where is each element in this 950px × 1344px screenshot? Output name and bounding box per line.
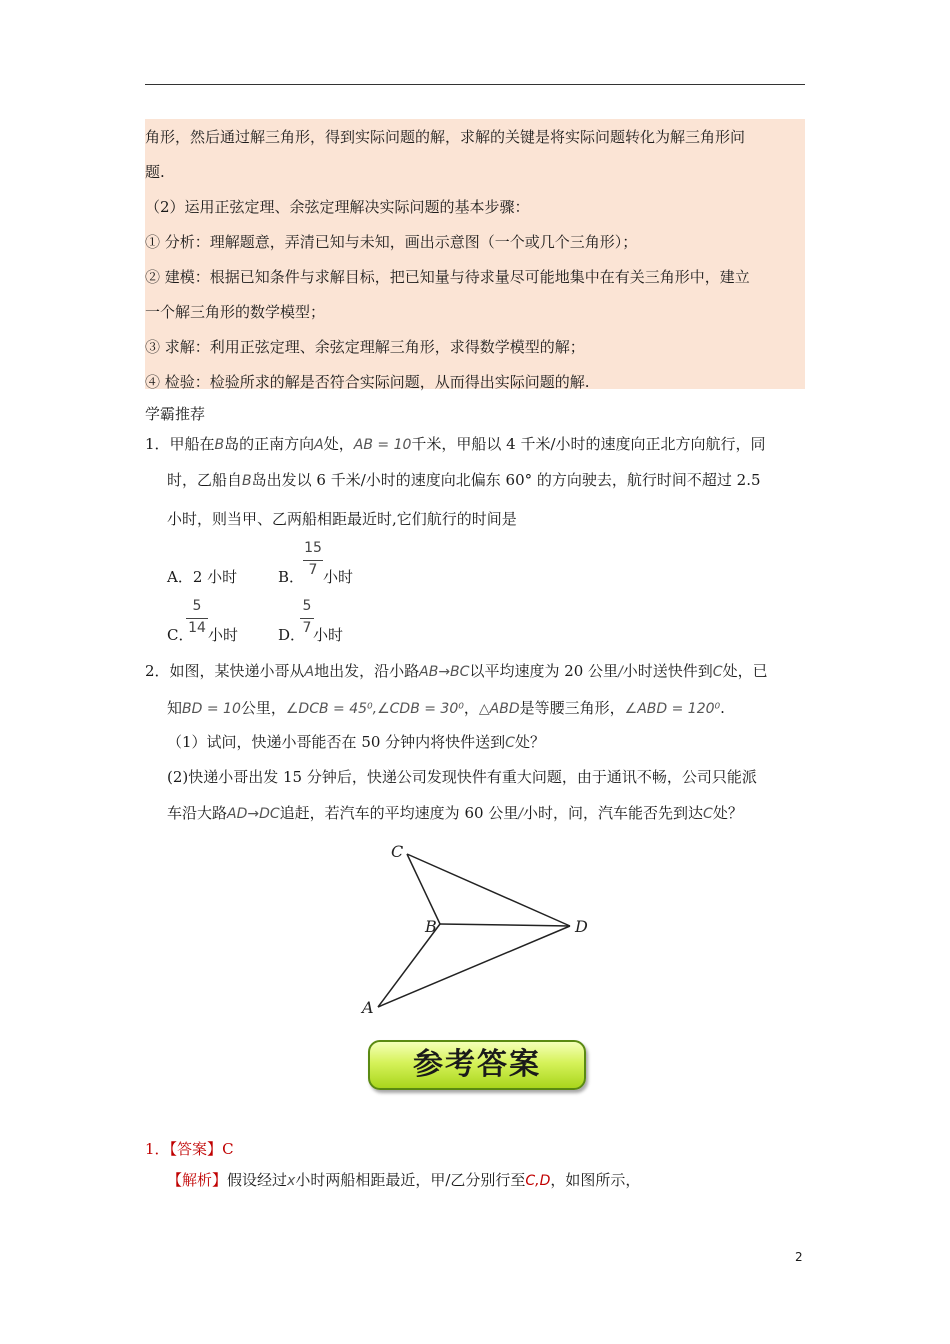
q2-text: 地出发，沿小路 <box>314 662 420 680</box>
option-d-denominator: 7 <box>302 620 312 636</box>
q2-var-c: C <box>505 735 515 751</box>
analysis-var-x: x <box>287 1173 296 1189</box>
segment-ad <box>378 926 570 1007</box>
q2-math-triangle: △ABD <box>478 701 520 717</box>
option-d-fraction-bar <box>300 618 314 619</box>
answer-value: C <box>222 1140 234 1158</box>
option-c-prefix: C． <box>167 626 194 644</box>
q2-math-abd: ∠ABD = 120⁰ <box>624 701 721 717</box>
q2-text: 追赶，若汽车的平均速度为 60 公里 <box>279 804 519 822</box>
answer-1-line <box>145 1138 234 1160</box>
method-line-4: ① 分析：理解题意，弄清已知与未知，画出示意图（一个或几个三角形）； <box>145 233 638 251</box>
segment-cd <box>407 854 570 926</box>
q2-text: 以平均速度为 20 公里 <box>469 662 619 680</box>
q2-text: 2．如图，某快递小哥从 <box>145 662 305 680</box>
method-line-1: 角形，然后通过解三角形，得到实际问题的解，求解的关键是将实际问题转化为解三角形问 <box>145 128 746 146</box>
method-line-5: ② 建模：根据已知条件与求解目标，把已知量与待求量尽可能地集中在有关三角形中，建立 <box>145 268 750 286</box>
header-rule <box>145 84 805 85</box>
q2-slash: / <box>518 806 524 822</box>
q1-var-b: B <box>214 437 225 453</box>
option-c-suffix: 小时 <box>208 626 239 644</box>
label-b: B <box>425 917 437 936</box>
q1-var-a: A <box>314 437 324 453</box>
q2-text: （1）试问，快递小哥能否在 50 分钟内将快件送到 <box>167 733 506 751</box>
q2-math-angles: ∠DCB = 45⁰,∠CDB = 30⁰ <box>285 701 464 717</box>
option-c-fraction-bar <box>186 618 208 619</box>
q2-line-2 <box>167 697 725 720</box>
analysis-tag: 【解析】 <box>167 1171 228 1189</box>
option-a: A．2 小时 <box>167 568 238 586</box>
q2-text: . <box>720 699 725 717</box>
option-d-suffix: 小时 <box>313 626 344 644</box>
analysis-text: 假设经过 <box>227 1171 288 1189</box>
q2-var-a: A <box>304 664 315 680</box>
label-c: C <box>391 842 404 861</box>
q2-math-path: AB→BC <box>419 664 470 680</box>
q2-sub-2-line-2 <box>167 802 743 825</box>
q1-text: 时，乙船自 <box>167 471 243 489</box>
q2-sub-2-line-1: (2)快递小哥出发 15 分钟后，快递公司发现快件有重大问题，由于通讯不畅，公司只能派 <box>167 768 757 786</box>
method-line-2: 题. <box>145 163 165 181</box>
option-b-prefix: B． <box>278 568 305 586</box>
q2-var-c: C <box>703 806 713 822</box>
option-d-prefix: D． <box>278 626 306 644</box>
q2-text: 车沿大路 <box>167 804 228 822</box>
option-b-fraction-bar <box>303 560 323 561</box>
q2-slash: / <box>618 664 623 680</box>
q1-text: 岛的正南方向 <box>224 435 315 453</box>
q2-line-1 <box>145 660 768 683</box>
q2-text: 处？ <box>712 804 743 822</box>
q1-math-ab: AB = 10 <box>353 437 412 453</box>
q2-text: 公里， <box>240 699 286 717</box>
method-line-7: ③ 求解：利用正弦定理、余弦定理解三角形，求得数学模型的解； <box>145 338 585 356</box>
segment-bd <box>440 924 570 926</box>
option-b-suffix: 小时 <box>323 568 354 586</box>
q2-text: 是等腰三角形， <box>519 699 625 717</box>
q2-text: 处？ <box>514 733 545 751</box>
q2-var-c: C <box>712 664 723 680</box>
q1-line-1 <box>145 433 766 456</box>
page-number: 2 <box>795 1250 803 1264</box>
geometry-diagram <box>355 835 595 1020</box>
reference-answer-button[interactable]: 参考答案 <box>368 1040 586 1090</box>
q1-line-3: 小时，则当甲、乙两船相距最近时,它们航行的时间是 <box>167 510 517 528</box>
option-b-numerator: 15 <box>304 540 322 556</box>
q2-text: 小时，问，汽车能否先到达 <box>523 804 704 822</box>
method-line-6: 一个解三角形的数学模型； <box>145 303 326 321</box>
answer-tag: 【答案】 <box>169 1140 223 1158</box>
label-d: D <box>575 917 588 936</box>
q1-text: 千米，甲船以 4 千米/小时的速度向正北方向航行，同 <box>411 435 766 453</box>
method-line-3: （2）运用正弦定理、余弦定理解决实际问题的基本步骤： <box>145 198 530 216</box>
section-title: 学霸推荐 <box>145 405 206 423</box>
option-b-denominator: 7 <box>308 562 318 578</box>
q2-text: 处，已 <box>722 662 768 680</box>
option-c-numerator: 5 <box>192 598 202 614</box>
answer-number: 1． <box>145 1140 170 1158</box>
segment-cb <box>407 854 440 924</box>
analysis-text: ，如图所示， <box>550 1171 641 1189</box>
q1-var-b: B <box>242 473 252 489</box>
q2-text: ， <box>463 699 479 717</box>
q2-math-bd: BD = 10 <box>182 701 241 717</box>
q2-text: 小时送快件到 <box>622 662 713 680</box>
q1-text: 1．甲船在 <box>145 435 215 453</box>
option-c-denominator: 14 <box>188 620 206 636</box>
q1-text: 岛出发以 6 千米/小时的速度向北偏东 60° 的方向驶去，航行时间不超过 2.5 <box>251 471 761 489</box>
q2-sub-1 <box>167 731 545 754</box>
q1-text: 处， <box>323 435 354 453</box>
q2-math-road: AD→DC <box>227 806 280 822</box>
q2-text: 知 <box>167 699 183 717</box>
q1-line-2 <box>167 469 761 492</box>
label-a: A <box>362 998 374 1017</box>
analysis-math-cd: C,D <box>525 1173 551 1189</box>
analysis-line <box>167 1169 640 1192</box>
method-line-8: ④ 检验：检验所求的解是否符合实际问题，从而得出实际问题的解. <box>145 373 590 391</box>
analysis-text: 小时两船相距最近，甲/乙分别行至 <box>295 1171 526 1189</box>
option-d-numerator: 5 <box>302 598 312 614</box>
